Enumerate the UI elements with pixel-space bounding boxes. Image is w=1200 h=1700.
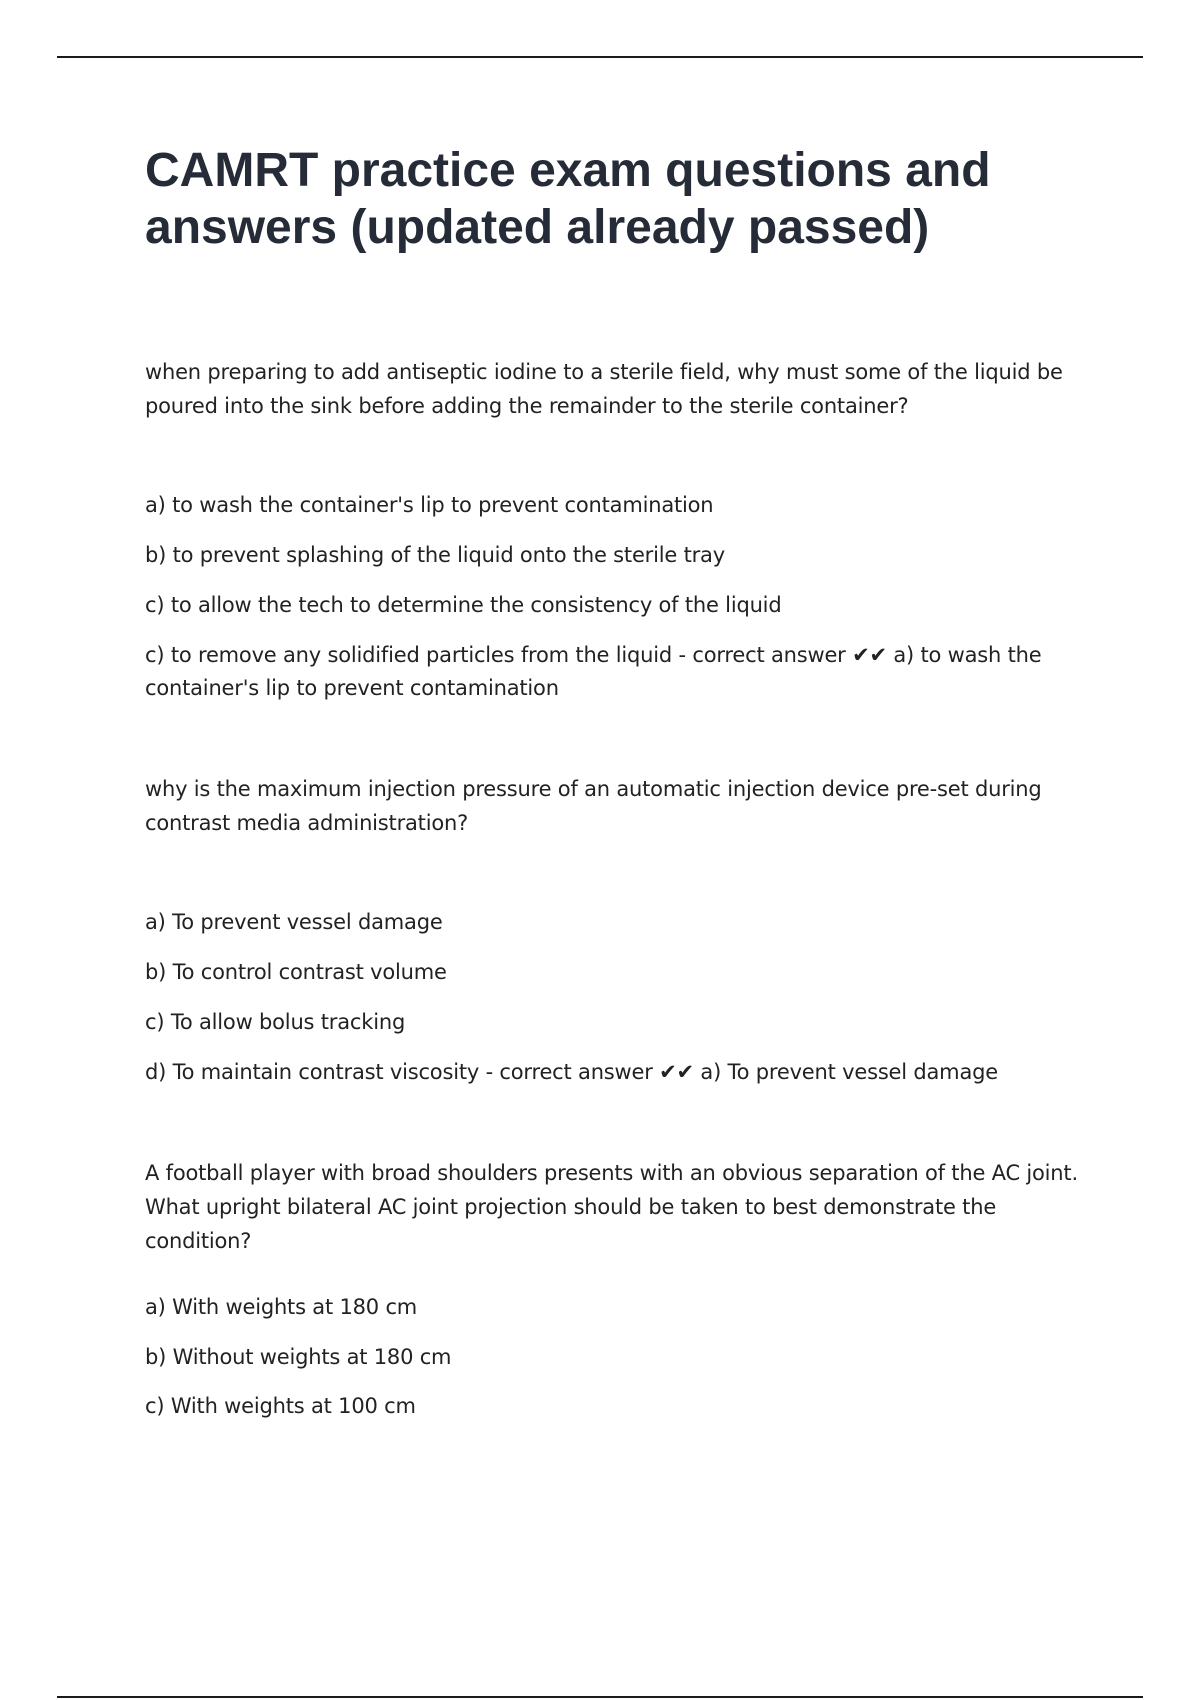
question-3-option-c: c) With weights at 100 cm: [145, 1394, 416, 1418]
question-3-prompt: A football player with broad shoulders presents with an obvious separation of the AC joint. What upright bilateral AC joint projection should be taken to best demonstrate the condition?: [145, 1161, 1078, 1253]
question-1-option-a: a) to wash the container's lip to prevent contamination: [145, 493, 714, 517]
question-1-option-c: c) to allow the tech to determine the consistency of the liquid: [145, 593, 782, 617]
question-2-option-c: c) To allow bolus tracking: [145, 1010, 406, 1034]
top-divider: [57, 56, 1143, 58]
question-2-option-a: a) To prevent vessel damage: [145, 910, 443, 934]
question-2-option-d-answer: d) To maintain contrast viscosity - correct answer ✔✔ a) To prevent vessel damage: [145, 1060, 998, 1084]
question-2-option-b: b) To control contrast volume: [145, 960, 447, 984]
question-3-option-b: b) Without weights at 180 cm: [145, 1345, 452, 1369]
page-title: CAMRT practice exam questions and answers (updated already passed): [145, 144, 991, 254]
question-3-option-a: a) With weights at 180 cm: [145, 1295, 418, 1319]
bottom-divider: [57, 1696, 1143, 1698]
question-2-prompt: why is the maximum injection pressure of an automatic injection device pre-set during contrast media administration?: [145, 777, 1042, 835]
question-1-option-b: b) to prevent splashing of the liquid onto the sterile tray: [145, 543, 725, 567]
question-1-option-d-answer: c) to remove any solidified particles from the liquid - correct answer ✔✔ a) to wash the container's lip to prevent contamination: [145, 643, 1042, 700]
question-1-prompt: when preparing to add antiseptic iodine to a sterile field, why must some of the liquid be poured into the sink before adding the remainder to the sterile container?: [145, 360, 1063, 418]
